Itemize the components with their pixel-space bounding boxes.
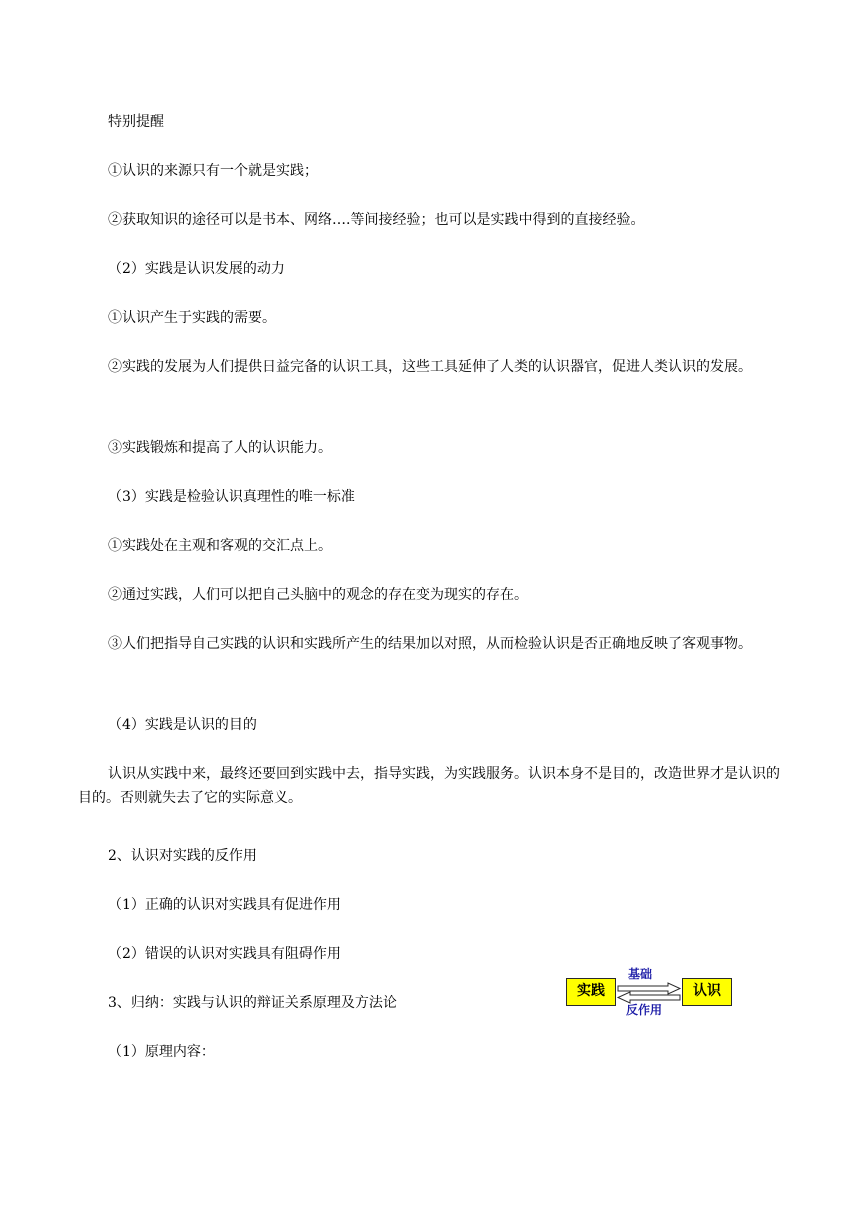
left-arrow-icon [618, 992, 680, 1003]
paragraph-purpose: 认识从实践中来，最终还要回到实践中去，指导实践，为实践服务。认识本身不是目的，改造世界才是认识的目的。否则就失去了它的实际意义。 [78, 766, 780, 806]
paragraph-ways-of-knowledge: ②获取知识的途径可以是书本、网络….等间接经验；也可以是实践中得到的直接经验。 [108, 212, 645, 228]
practice-knowledge-diagram [566, 968, 734, 1020]
right-arrow-icon [618, 983, 680, 994]
section-heading-2: （2）实践是认识发展的动力 [108, 261, 285, 277]
basis-label: 基础 [628, 967, 653, 981]
practice-box: 实践 [566, 978, 616, 1006]
knowledge-box: 认识 [682, 978, 732, 1006]
paragraph-idea-to-reality: ②通过实践，人们可以把自己头脑中的观念的存在变为现实的存在。 [108, 587, 528, 603]
paragraph-ability: ③实践锻炼和提高了人的认识能力。 [108, 440, 332, 456]
paragraph-tools-of-knowledge: ②实践的发展为人们提供日益完备的认识工具，这些工具延伸了人类的认识器官，促进人类认识的发展。 [108, 359, 752, 375]
double-arrow-icon [616, 982, 682, 1004]
paragraph-intersection: ①实践处在主观和客观的交汇点上。 [108, 538, 332, 554]
paragraph-correct-knowledge: （1）正确的认识对实践具有促进作用 [108, 897, 341, 913]
paragraph-principle-content: （1）原理内容： [108, 1044, 215, 1060]
paragraph-comparison: ③人们把指导自己实践的认识和实践所产生的结果加以对照，从而检验认识是否正确地反映了客观事物。 [108, 636, 752, 652]
section-heading-3: （3）实践是检验认识真理性的唯一标准 [108, 489, 355, 505]
section-heading-reaction: 2、认识对实践的反作用 [108, 848, 257, 864]
paragraph-wrong-knowledge: （2）错误的认识对实践具有阻碍作用 [108, 946, 341, 962]
section-heading-summary: 3、归纳：实践与认识的辩证关系原理及方法论 [108, 995, 397, 1011]
paragraph-need-of-practice: ①认识产生于实践的需要。 [108, 310, 276, 326]
special-reminder-heading: 特别提醒 [108, 114, 164, 130]
section-heading-4: （4）实践是认识的目的 [108, 717, 257, 733]
paragraph-source-of-knowledge: ①认识的来源只有一个就是实践； [108, 163, 318, 179]
reaction-label: 反作用 [626, 1003, 663, 1017]
